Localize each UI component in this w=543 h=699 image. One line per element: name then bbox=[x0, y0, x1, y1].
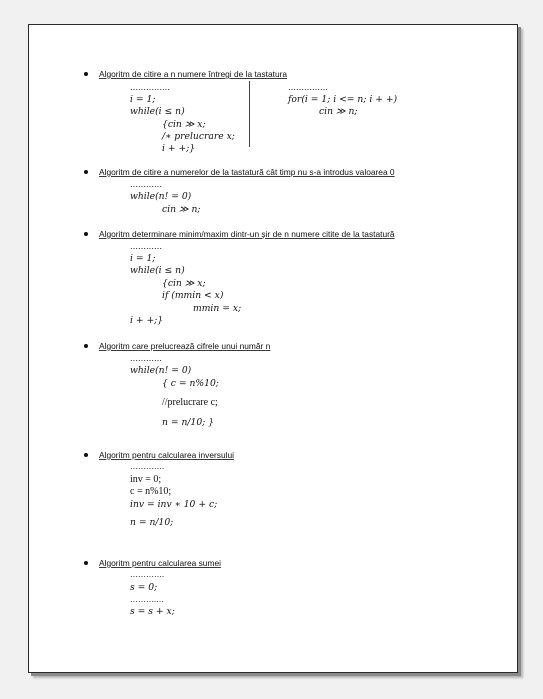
code-line: c = n%10; bbox=[130, 486, 172, 497]
code-line: …………. bbox=[130, 462, 164, 471]
code-line: s = s + x; bbox=[130, 606, 175, 617]
code-line: while(i ≤ n) bbox=[130, 265, 185, 276]
code-line: …………. bbox=[130, 570, 164, 579]
code-line: i = 1; bbox=[130, 253, 156, 264]
section-heading: Algoritm care prelucrează cifrele unui număr n bbox=[99, 341, 271, 351]
bullet-icon bbox=[84, 453, 88, 457]
code-line: s = 0; bbox=[130, 582, 158, 593]
code-line: {cin ≫ x; bbox=[162, 278, 206, 289]
code-line: { c = n%10; bbox=[162, 378, 219, 389]
code-line: while(n! = 0) bbox=[130, 191, 192, 202]
code-line: while(i ≤ n) bbox=[130, 106, 185, 117]
bullet-icon bbox=[84, 232, 88, 236]
code-line: for(i = 1; i <= n; i + +) bbox=[288, 94, 398, 105]
section-heading: Algoritm de citire a n numere întregi de la tastatura bbox=[99, 69, 288, 79]
code-line: i = 1; bbox=[130, 94, 156, 105]
code-line: i + +;} bbox=[130, 315, 164, 326]
code-line: …………… bbox=[130, 83, 170, 92]
code-line: if (mmin < x) bbox=[162, 290, 224, 301]
code-comment: //prelucrare c; bbox=[162, 397, 218, 408]
code-line: while(n! = 0) bbox=[130, 365, 192, 376]
code-line: n = n/10; bbox=[130, 517, 174, 528]
bullet-icon bbox=[84, 170, 88, 174]
code-line: cin ≫ n; bbox=[319, 106, 358, 117]
code-line: cin ≫ n; bbox=[162, 204, 201, 215]
column-divider bbox=[249, 81, 250, 147]
code-line: i + +;} bbox=[162, 143, 196, 154]
section-heading: Algoritm pentru calcularea inversului bbox=[99, 450, 234, 460]
code-line: ………… bbox=[130, 180, 162, 189]
section-heading: Algoritm de citire a numerelor de la tastatură cât timp nu s-a introdus valoarea 0 bbox=[99, 167, 395, 177]
code-line: n = n/10; } bbox=[162, 417, 215, 428]
code-line: inv = 0; bbox=[130, 474, 162, 485]
code-line: …………… bbox=[288, 83, 328, 92]
section-heading: Algoritm determinare minim/maxim dintr-un șir de n numere citite de la tastatură bbox=[99, 229, 395, 239]
code-line: inv = inv ∗ 10 + c; bbox=[130, 499, 218, 510]
code-line: ……….… bbox=[130, 595, 164, 604]
section-heading: Algoritm pentru calcularea sumei bbox=[99, 558, 221, 568]
bullet-icon bbox=[84, 344, 88, 348]
document-page bbox=[28, 24, 518, 673]
bullet-icon bbox=[84, 72, 88, 76]
code-line: ………… bbox=[130, 242, 162, 251]
bullet-icon bbox=[84, 561, 88, 565]
code-line: ………… bbox=[130, 354, 162, 363]
code-line: mmin = x; bbox=[193, 303, 242, 314]
code-line: /∗ prelucrare x; bbox=[162, 131, 235, 142]
code-line: {cin ≫ x; bbox=[162, 119, 206, 130]
